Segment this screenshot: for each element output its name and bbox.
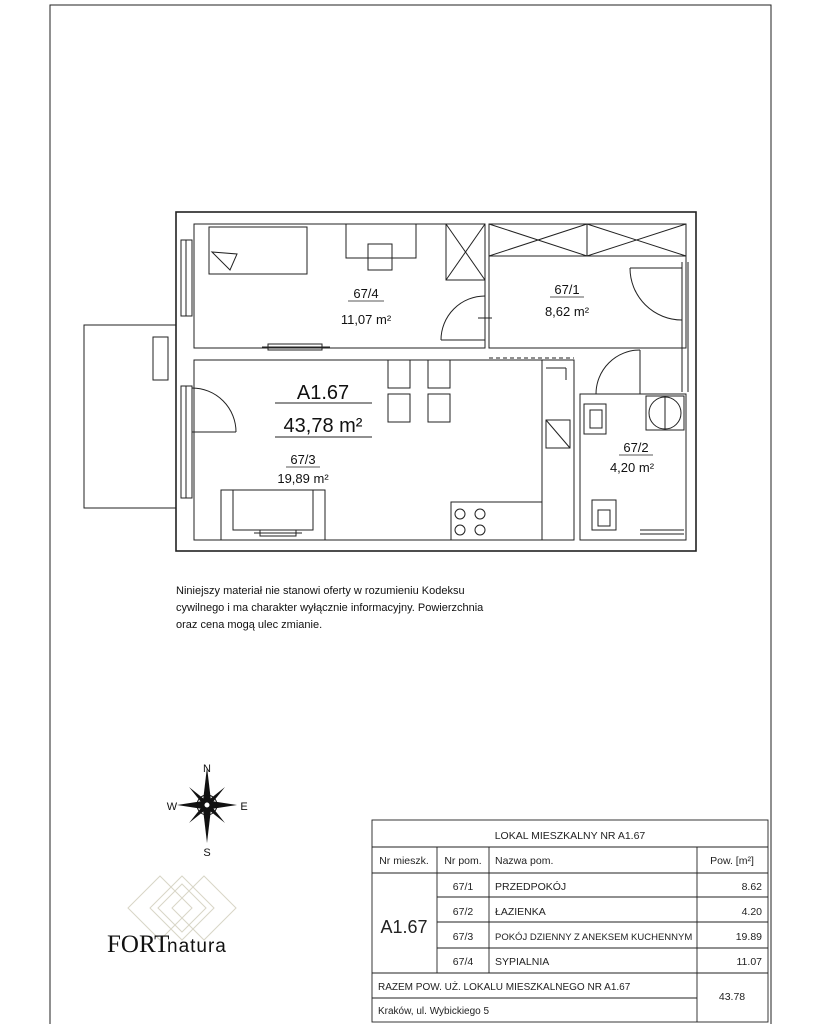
window-living xyxy=(181,386,192,498)
row-4-area: 11.07 xyxy=(736,956,762,968)
unit-code: A1.67 xyxy=(296,382,350,404)
room-67-4-id: 67/4 xyxy=(353,286,379,301)
room-67-3-area: 19,89 m² xyxy=(277,471,329,486)
row-2-no: 67/2 xyxy=(452,906,474,918)
area-table-text xyxy=(378,830,762,1017)
room-67-1-area: 8,62 m² xyxy=(544,304,590,319)
room-67-3-id: 67/3 xyxy=(290,452,316,467)
header-room-no: Nr pom. xyxy=(444,855,482,867)
door-bedroom xyxy=(441,296,492,340)
room-67-2-area: 4,20 m² xyxy=(609,460,655,475)
sheet-border xyxy=(50,5,771,1024)
row-3-name: POKÓJ DZIENNY Z ANEKSEM KUCHENNYM xyxy=(495,932,693,943)
header-area: Pow. [m²] xyxy=(710,855,754,867)
outer-wall xyxy=(176,212,696,551)
room-67-4-area: 11,07 m² xyxy=(340,312,392,327)
row-1-no: 67/1 xyxy=(452,881,474,893)
header-unit-no: Nr mieszk. xyxy=(379,855,429,867)
washbasin xyxy=(584,404,606,434)
compass-rose-icon xyxy=(177,767,237,843)
washing-machine xyxy=(646,396,684,430)
room-67-3-walls xyxy=(194,360,574,540)
balcony-object xyxy=(153,337,168,380)
room-67-2-id: 67/2 xyxy=(623,440,649,455)
logo-fort: FORT xyxy=(107,931,170,958)
door-entrance xyxy=(630,268,682,320)
compass-n: N xyxy=(203,763,211,775)
bed xyxy=(209,227,307,274)
table-unit-no: A1.67 xyxy=(380,917,428,937)
row-4-no: 67/4 xyxy=(452,956,474,968)
row-3-area: 19.89 xyxy=(735,931,762,943)
wardrobe-hall xyxy=(489,224,686,256)
door-bathroom xyxy=(596,350,640,394)
total-value: 43.78 xyxy=(718,991,746,1003)
total-label: RAZEM POW. UŻ. LOKALU MIESZKALNEGO NR A1.67 xyxy=(378,982,631,993)
row-1-name: PRZEDPOKÓJ xyxy=(495,881,567,893)
desk xyxy=(346,224,416,270)
logo xyxy=(107,876,236,958)
unit-total-area: 43,78 m² xyxy=(283,415,363,437)
header-room-name: Nazwa pom. xyxy=(495,855,554,867)
row-2-name: ŁAZIENKA xyxy=(495,906,546,918)
row-4-name: SYPIALNIA xyxy=(495,956,550,968)
row-1-area: 8.62 xyxy=(741,881,762,893)
toilet xyxy=(592,500,616,530)
row-2-area: 4.20 xyxy=(741,906,762,918)
door-living xyxy=(192,388,236,432)
cooktop xyxy=(455,509,485,535)
balcony xyxy=(84,325,176,508)
room-67-1-id: 67/1 xyxy=(554,282,580,297)
kitchen-counter xyxy=(451,360,574,540)
floor-plan xyxy=(84,212,696,551)
disclaimer-line-3: oraz cena mogą ulec zmianie. xyxy=(176,619,323,631)
room-67-4-walls xyxy=(194,224,485,348)
wardrobe-bedroom xyxy=(446,224,485,280)
shower-drain xyxy=(640,530,684,534)
address: Kraków, ul. Wybickiego 5 xyxy=(378,1006,490,1017)
radiator-bedroom xyxy=(262,344,330,350)
compass-w: W xyxy=(166,801,178,813)
table-title: LOKAL MIESZKALNY NR A1.67 xyxy=(494,830,646,842)
window-bedroom xyxy=(181,240,192,316)
disclaimer-line-1: Niniejszy materiał nie stanowi oferty w rozumieniu Kodeksu xyxy=(176,585,465,597)
compass-s: S xyxy=(203,847,211,859)
dining-table xyxy=(388,360,450,422)
compass-e: E xyxy=(240,801,248,813)
row-3-no: 67/3 xyxy=(452,931,474,943)
disclaimer-line-2: cywilnego i ma charakter wyłącznie informacyjny. Powierzchnia xyxy=(176,602,484,614)
sofa xyxy=(221,490,325,540)
logo-natura: natura xyxy=(167,936,227,957)
window-right xyxy=(682,262,688,392)
